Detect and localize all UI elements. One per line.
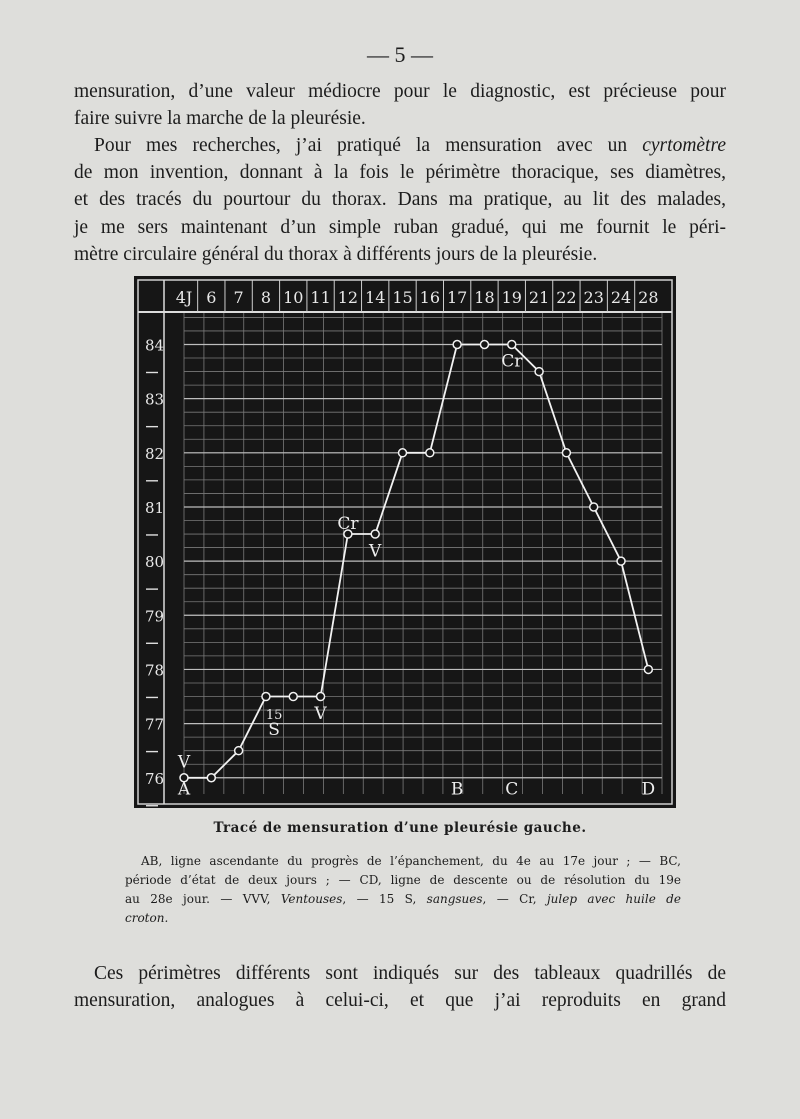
data-point <box>453 340 461 348</box>
x-tick-label: 21 <box>528 288 550 307</box>
paragraph-1 <box>74 78 726 132</box>
x-tick-label: 10 <box>283 288 304 307</box>
x-tick-label: 28 <box>638 288 659 307</box>
x-tick-label: 17 <box>446 288 468 307</box>
caption-line: AB, ligne ascendante du progrès de l’épanchement, du 4e au 17e jour ; — BC, <box>141 854 681 868</box>
chart-annotation: A <box>177 779 191 800</box>
x-tick-label: 6 <box>206 288 217 307</box>
y-tick-label: 77 <box>145 715 165 734</box>
x-tick-label: 12 <box>337 288 359 307</box>
figure-caption-title: Tracé de mensuration d’une pleurésie gauche. <box>213 820 587 836</box>
italic-term: croton. <box>125 911 169 925</box>
text-run: au 28e jour. — VVV, <box>125 892 271 906</box>
x-tick-label: 8 <box>260 288 272 307</box>
data-point <box>207 774 215 782</box>
x-tick-label: 19 <box>501 288 522 307</box>
y-tick-label: 81 <box>145 498 165 517</box>
data-point <box>535 368 543 376</box>
data-point <box>562 449 570 457</box>
chart-annotation: V <box>369 541 382 562</box>
chart-annotation: V <box>314 703 327 724</box>
y-tick-label: 83 <box>145 390 165 409</box>
chart-annotation: Cr <box>337 514 359 535</box>
chart-annotation: 15 <box>265 707 283 723</box>
data-point <box>317 693 325 701</box>
data-point <box>262 693 270 701</box>
data-point <box>644 665 652 673</box>
paragraph-3 <box>74 960 726 1014</box>
y-tick-label: 76 <box>145 769 165 788</box>
text-run: , — Cr, <box>482 892 537 906</box>
text-line: faire suivre la marche de la pleurésie. <box>74 108 366 130</box>
text-line: mensuration, d’une valeur médiocre pour le diagnostic, est précieuse pour <box>74 81 726 102</box>
italic-term: julep avec huile de <box>546 892 681 906</box>
x-tick-label: 14 <box>365 288 386 307</box>
text-run: , — 15 S, <box>342 892 417 906</box>
text-line: mètre circulaire général du thorax à différents jours de la pleurésie. <box>74 243 598 265</box>
text-line: de mon invention, donnant à la fois le périmètre thoracique, ses diamètres, <box>74 162 726 184</box>
x-tick-label: 24 <box>610 288 632 307</box>
text-line: je me sers maintenant d’un simple ruban gradué, qui me fournit le péri- <box>74 216 726 238</box>
data-point <box>480 340 488 348</box>
text-line: et des tracés du pourtour du thorax. Dans ma pratique, au lit des malades, <box>74 189 726 211</box>
chart-annotation: Cr <box>501 351 523 372</box>
text-run: Pour mes recherches, j’ai pratiqué la mensuration avec un <box>94 135 628 156</box>
x-tick-label: 23 <box>583 288 604 307</box>
chart-annotation: B <box>450 779 464 800</box>
chart-annotation: V <box>177 752 191 773</box>
figure-caption-body <box>125 852 681 928</box>
chart-background <box>134 276 676 808</box>
italic-term: Ventouses <box>280 892 343 906</box>
x-tick-label: 4J <box>175 288 193 307</box>
chart-annotation: S <box>268 720 280 741</box>
x-tick-label: 11 <box>310 288 331 307</box>
text-line: mensuration, analogues à celui-ci, et que j’ai reproduits en grand <box>74 990 726 1012</box>
data-point <box>508 340 516 348</box>
y-tick-label: 82 <box>145 444 165 463</box>
chart-annotation: D <box>641 779 656 800</box>
data-point <box>399 449 407 457</box>
y-tick-label: 79 <box>145 607 165 626</box>
italic-term: sangsues <box>426 892 483 906</box>
italic-term: cyrtomètre <box>642 135 726 156</box>
data-point <box>235 747 243 755</box>
data-point <box>426 449 434 457</box>
text-line <box>74 132 726 159</box>
x-tick-label: 18 <box>474 288 495 307</box>
y-tick-label: 84 <box>145 336 165 355</box>
page-number: — 5 — <box>367 42 433 67</box>
data-point <box>590 503 598 511</box>
x-tick-label: 16 <box>419 288 441 307</box>
caption-line: période d’état de deux jours ; — CD, ligne de descente ou de résolution du 19e <box>125 873 681 887</box>
x-tick-label: 15 <box>392 288 413 307</box>
x-tick-label: 22 <box>556 288 577 307</box>
chart-svg <box>134 276 676 808</box>
caption-line <box>125 909 681 928</box>
y-tick-label: 80 <box>145 553 165 572</box>
x-tick-label: 7 <box>233 288 244 307</box>
data-point <box>371 530 379 538</box>
caption-line <box>125 890 681 909</box>
y-tick-label: 78 <box>145 661 165 680</box>
chart-annotation: C <box>505 779 519 800</box>
data-point <box>289 693 297 701</box>
measurement-chart <box>134 276 676 808</box>
text-line: Ces périmètres différents sont indiqués sur des tableaux quadrillés de <box>94 963 726 984</box>
paragraph-2 <box>74 132 726 268</box>
data-point <box>617 557 625 565</box>
